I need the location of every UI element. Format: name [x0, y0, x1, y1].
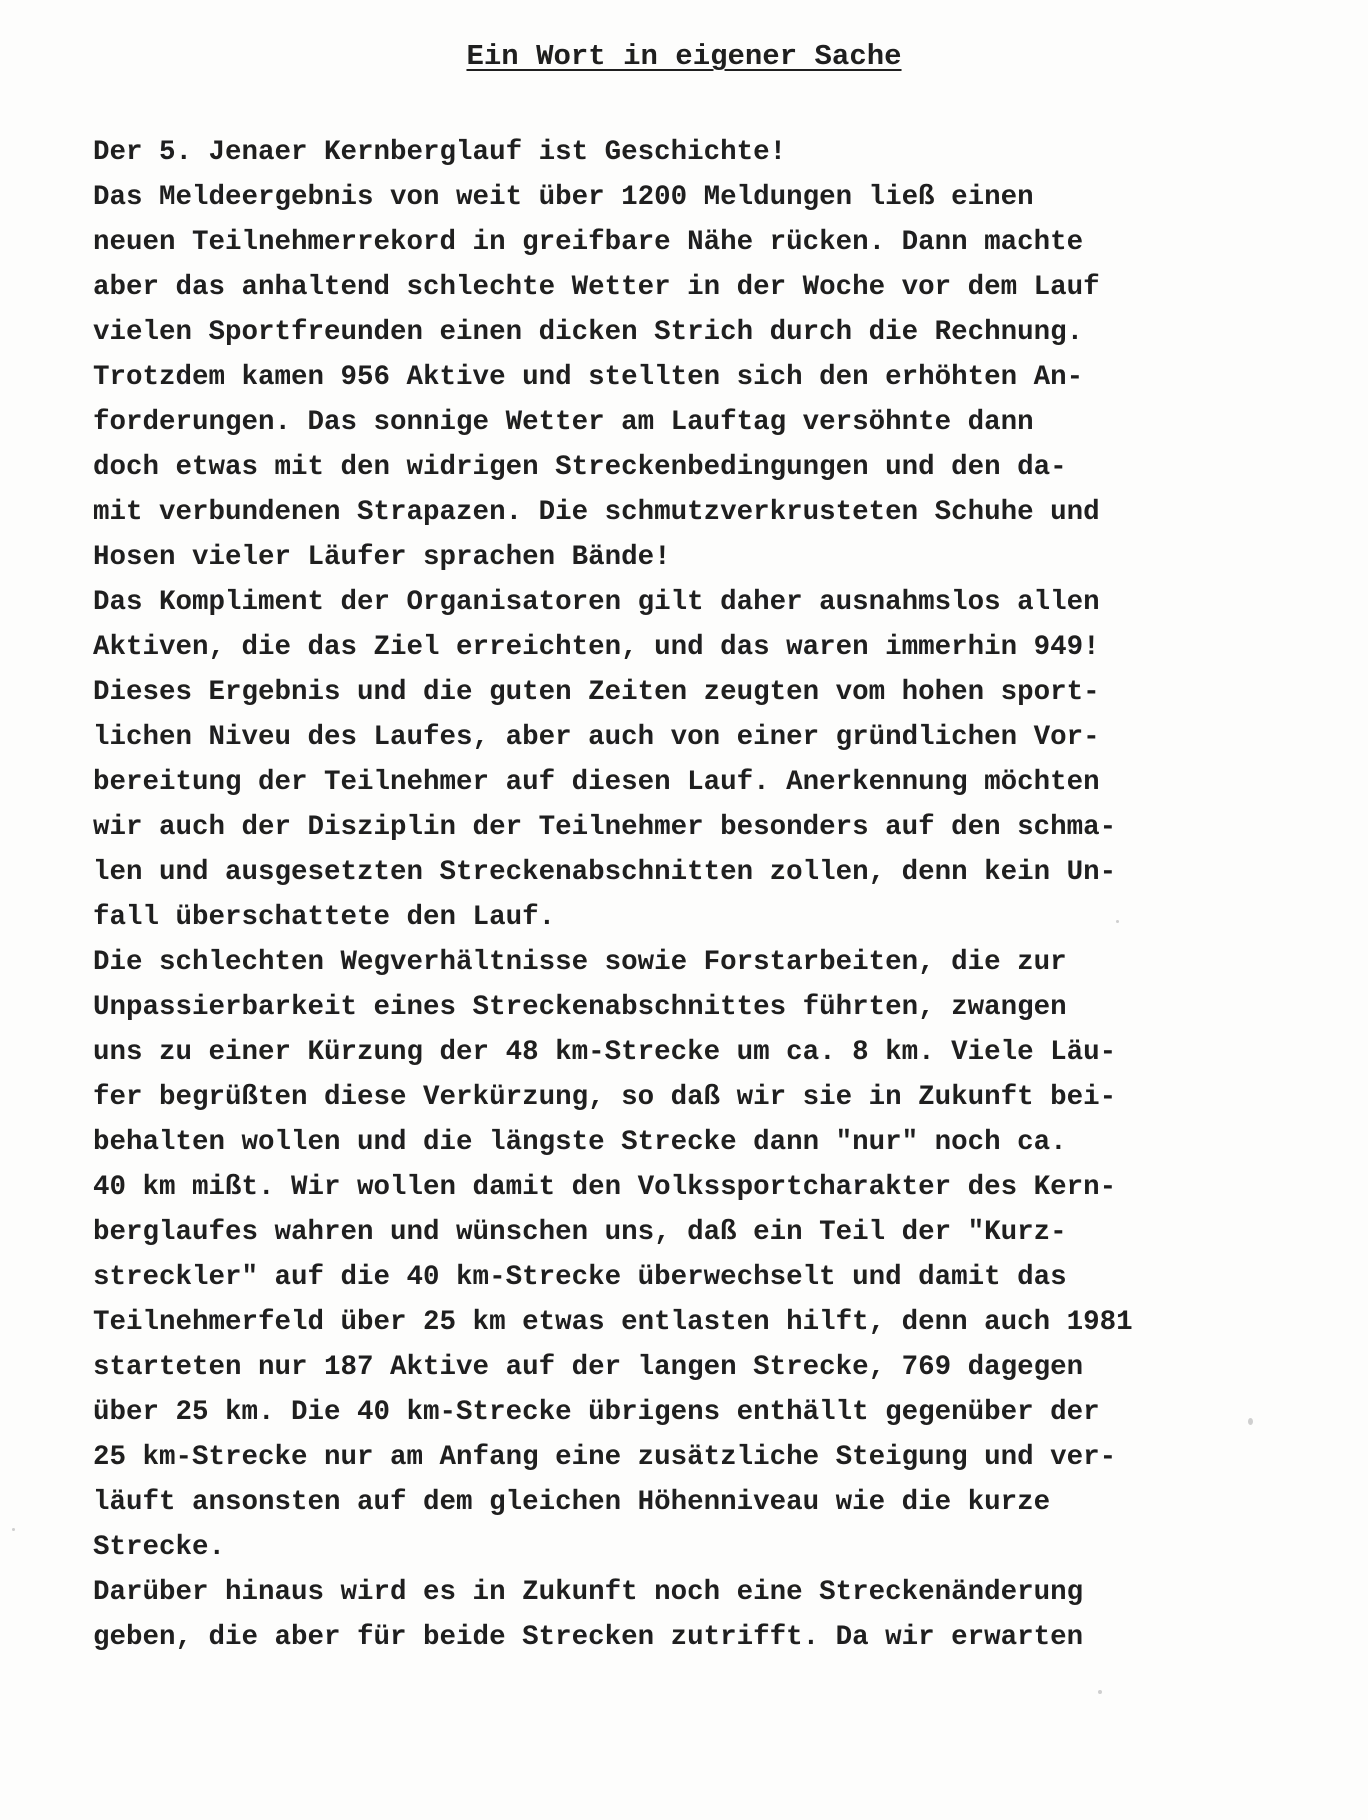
text-line: behalten wollen und die längste Strecke dann "nur" noch ca.	[93, 1127, 1067, 1158]
text-line: Dieses Ergebnis und die guten Zeiten zeugten vom hohen sport-	[93, 677, 1100, 708]
text-line: geben, die aber für beide Strecken zutrifft. Da wir erwarten	[93, 1622, 1084, 1653]
text-line: bereitung der Teilnehmer auf diesen Lauf. Anerkennung möchten	[93, 767, 1100, 798]
text-line: aber das anhaltend schlechte Wetter in der Woche vor dem Lauf	[93, 272, 1100, 303]
text-line: len und ausgesetzten Streckenabschnitten zollen, denn kein Un-	[93, 857, 1117, 888]
text-line: doch etwas mit den widrigen Streckenbedingungen und den da-	[93, 452, 1067, 483]
text-line: Die schlechten Wegverhältnisse sowie Forstarbeiten, die zur	[93, 947, 1067, 978]
body-text	[93, 130, 1333, 1660]
text-line: berglaufes wahren und wünschen uns, daß ein Teil der "Kurz-	[93, 1217, 1067, 1248]
page-title: Ein Wort in eigener Sache	[466, 40, 902, 73]
text-line: neuen Teilnehmerrekord in greifbare Nähe rücken. Dann machte	[93, 227, 1084, 258]
text-line: 40 km mißt. Wir wollen damit den Volkssportcharakter des Kern-	[93, 1172, 1117, 1203]
text-line: 25 km-Strecke nur am Anfang eine zusätzliche Steigung und ver-	[93, 1442, 1117, 1473]
text-line: streckler" auf die 40 km-Strecke überwechselt und damit das	[93, 1262, 1067, 1293]
text-line: lichen Niveu des Laufes, aber auch von einer gründlichen Vor-	[93, 722, 1100, 753]
text-line: uns zu einer Kürzung der 48 km-Strecke um ca. 8 km. Viele Läu-	[93, 1037, 1117, 1068]
scan-speck	[1098, 1690, 1102, 1694]
text-line: starteten nur 187 Aktive auf der langen Strecke, 769 dagegen	[93, 1352, 1084, 1383]
text-line: Strecke.	[93, 1532, 226, 1563]
scan-speck	[1116, 920, 1119, 923]
text-line: mit verbundenen Strapazen. Die schmutzverkrusteten Schuhe und	[93, 497, 1100, 528]
text-line: Hosen vieler Läufer sprachen Bände!	[93, 542, 671, 573]
scan-speck	[12, 1528, 15, 1531]
text-line: Das Meldeergebnis von weit über 1200 Meldungen ließ einen	[93, 182, 1034, 213]
scan-speck	[1248, 1418, 1253, 1425]
text-line: Unpassierbarkeit eines Streckenabschnittes führten, zwangen	[93, 992, 1067, 1023]
text-line: Teilnehmerfeld über 25 km etwas entlasten hilft, denn auch 1981	[93, 1307, 1133, 1338]
text-line: Darüber hinaus wird es in Zukunft noch eine Streckenänderung	[93, 1577, 1084, 1608]
text-line: vielen Sportfreunden einen dicken Strich durch die Rechnung.	[93, 317, 1084, 348]
text-line: fall überschattete den Lauf.	[93, 902, 556, 933]
text-line: forderungen. Das sonnige Wetter am Lauftag versöhnte dann	[93, 407, 1034, 438]
text-line: fer begrüßten diese Verkürzung, so daß wir sie in Zukunft bei-	[93, 1082, 1117, 1113]
text-line: läuft ansonsten auf dem gleichen Höhenniveau wie die kurze	[93, 1487, 1051, 1518]
text-line: Der 5. Jenaer Kernberglauf ist Geschichte!	[93, 137, 787, 168]
text-line: Aktiven, die das Ziel erreichten, und das waren immerhin 949!	[93, 632, 1100, 663]
text-line: über 25 km. Die 40 km-Strecke übrigens enthällt gegenüber der	[93, 1397, 1100, 1428]
text-line: wir auch der Disziplin der Teilnehmer besonders auf den schma-	[93, 812, 1117, 843]
text-line: Trotzdem kamen 956 Aktive und stellten sich den erhöhten An-	[93, 362, 1084, 393]
text-line: Das Kompliment der Organisatoren gilt daher ausnahmslos allen	[93, 587, 1100, 618]
